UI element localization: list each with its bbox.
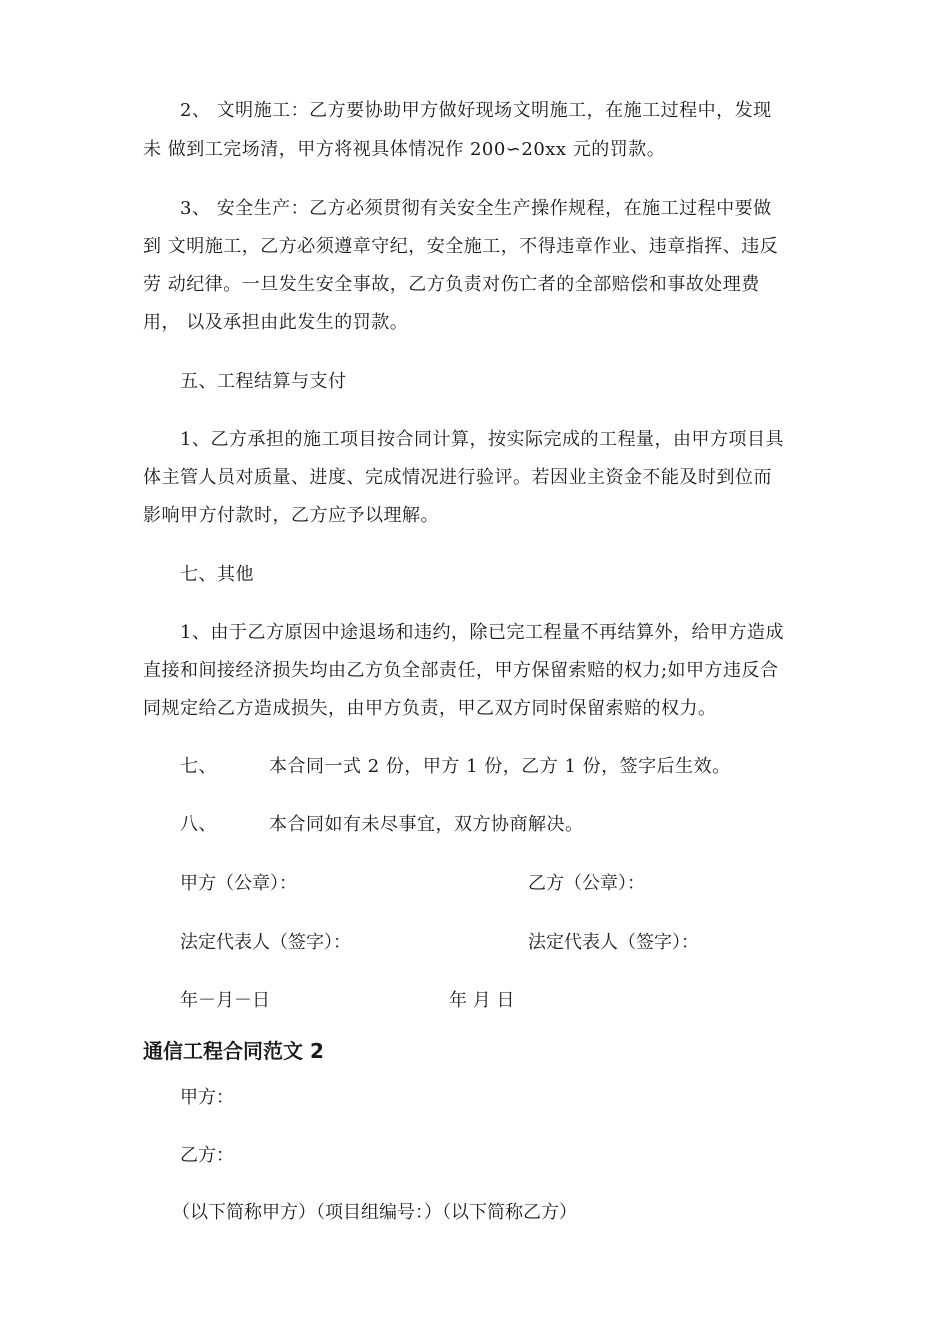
contract2-heading: 通信工程合同范文 2 [143,1039,324,1063]
clause-eight [180,810,584,836]
party-a-seal: 甲方（公章）： [180,873,297,894]
contract2-party-b: 乙方： [180,1145,234,1166]
clause-seven-number: 七、 [180,756,217,777]
clause-seven [180,752,731,778]
section-five-item1-line3: 影响甲方付款时，乙方应予以理解。 [143,505,439,526]
item2-line1: 2、 文明施工：乙方要协助甲方做好现场文明施工，在施工过程中，发现 [180,100,772,121]
section-seven-item1-line3: 同规定给乙方造成损失，由甲方负责，甲乙双方同时保留索赔的权力。 [143,698,717,719]
item3-line1: 3、 安全生产：乙方必须贯彻有关安全生产操作规程，在施工过程中要做 [180,198,772,219]
clause-eight-text: 本合同如有未尽事宜，双方协商解决。 [269,814,584,835]
party-b-seal: 乙方（公章）： [528,873,645,894]
clause-seven-text: 本合同一式 2 份，甲方 1 份，乙方 1 份，签字后生效。 [269,756,731,777]
party-a-date: 年－月－日 [180,990,270,1011]
section-seven-item1-line1: 1、由于乙方原因中途退场和违约，除已完工程量不再结算外，给甲方造成 [180,622,784,643]
item3-line3: 劳 动纪律。一旦发生安全事故，乙方负责对伤亡者的全部赔偿和事故处理费 [143,274,760,295]
item2-line2: 未 做到工完场清，甲方将视具体情况作 200∽20xx 元的罚款。 [143,139,666,160]
section-five-item1-line2: 体主管人员对质量、进度、完成情况进行验评。若因业主资金不能及时到位而 [143,467,772,488]
item3-line2: 到 文明施工，乙方必须遵章守纪，安全施工，不得违章作业、违章指挥、违反 [143,236,779,257]
section-seven-title: 七、其他 [180,564,254,585]
contract2-party-a: 甲方： [180,1087,234,1108]
party-b-date: 年 月 日 [449,990,515,1011]
item3-line4: 用， 以及承担由此发生的罚款。 [143,312,409,333]
section-five-title: 五、工程结算与支付 [180,371,347,392]
clause-eight-number: 八、 [180,814,217,835]
section-seven-item1-line2: 直接和间接经济损失均由乙方负全部责任，甲方保留索赔的权力;如甲方违反合 [143,660,779,681]
party-b-representative: 法定代表人（签字）： [528,932,699,953]
section-five-item1-line1: 1、乙方承担的施工项目按合同计算，按实际完成的工程量，由甲方项目具 [180,429,784,450]
party-a-representative: 法定代表人（签字）： [180,932,351,953]
contract2-abbreviations: （以下简称甲方）（项目组编号：）（以下简称乙方） [172,1202,577,1223]
